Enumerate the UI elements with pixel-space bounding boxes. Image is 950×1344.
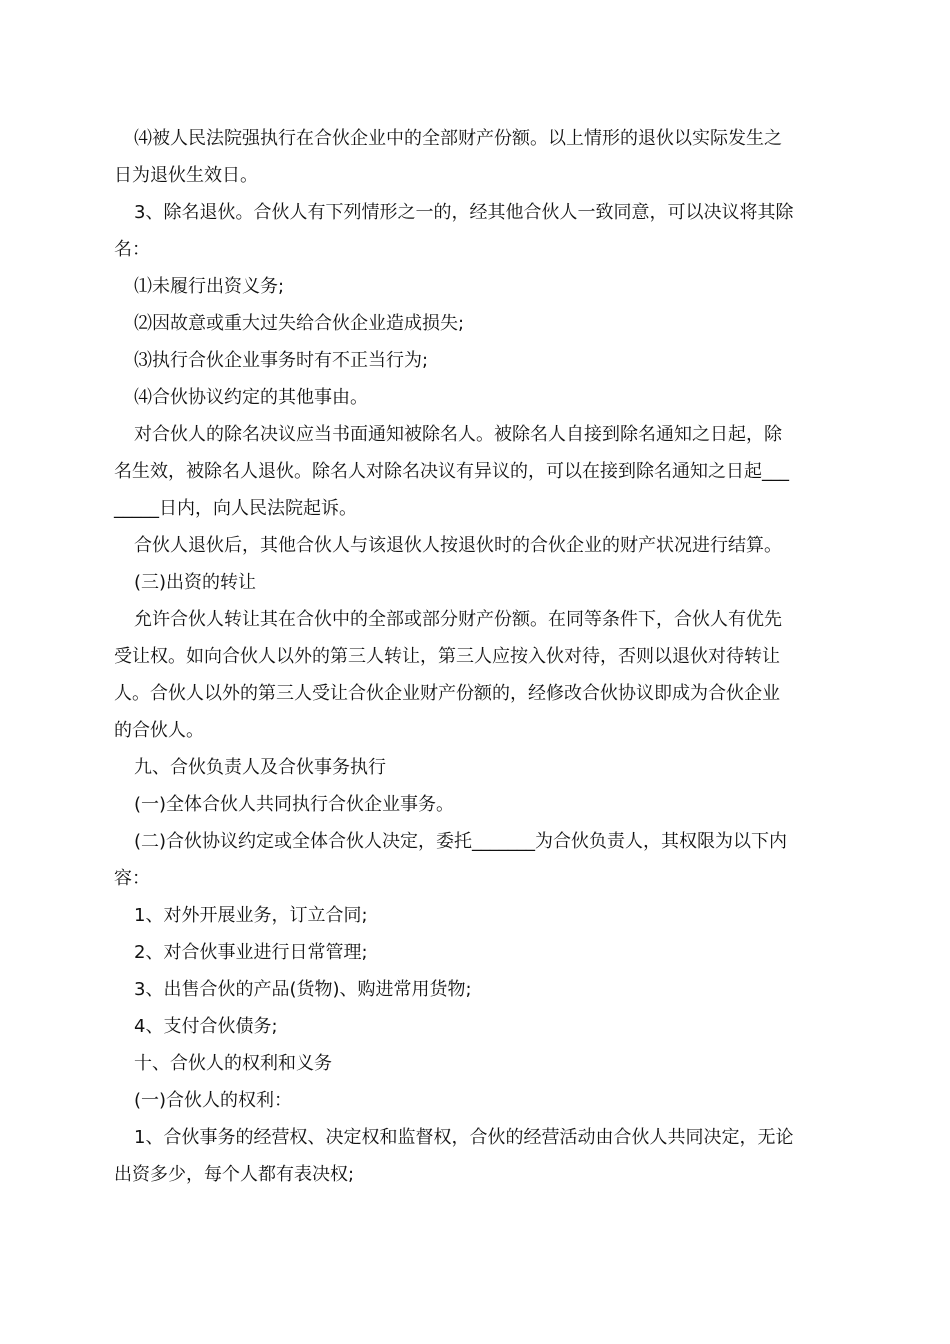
paragraph-line: 3、除名退伙。合伙人有下列情形之一的，经其他合伙人一致同意，可以决议将其除 <box>134 202 794 223</box>
list-item: 4、支付合伙债务; <box>134 1016 278 1037</box>
paragraph-line: 人。合伙人以外的第三人受让合伙企业财产份额的，经修改合伙协议即成为合伙企业 <box>114 683 780 704</box>
paragraph-line: ⑷被人民法院强执行在合伙企业中的全部财产份额。以上情形的退伙以实际发生之 <box>134 128 782 149</box>
list-item: 2、对合伙事业进行日常管理; <box>134 942 368 963</box>
list-item: 1、对外开展业务，订立合同; <box>134 905 368 926</box>
paragraph-line: 日为退伙生效日。 <box>114 165 258 186</box>
list-item: 3、出售合伙的产品(货物)、购进常用货物; <box>134 979 472 1000</box>
section-heading: 九、合伙负责人及合伙事务执行 <box>134 757 386 778</box>
list-item: ⑵因故意或重大过失给合伙企业造成损失; <box>134 313 465 334</box>
paragraph-line: 合伙人退伙后，其他合伙人与该退伙人按退伙时的合伙企业的财产状况进行结算。 <box>134 535 782 556</box>
paragraph-line: 受让权。如向合伙人以外的第三人转让，第三人应按入伙对待，否则以退伙对待转让 <box>114 646 780 667</box>
list-item: (二)合伙协议约定或全体合伙人决定，委托_______为合伙负责人，其权限为以下内 <box>134 831 788 852</box>
list-item: ⑷合伙协议约定的其他事由。 <box>134 387 368 408</box>
section-heading: (三)出资的转让 <box>134 572 257 593</box>
list-item: ⑶执行合伙企业事务时有不正当行为; <box>134 350 429 371</box>
paragraph-line: 对合伙人的除名决议应当书面通知被除名人。被除名人自接到除名通知之日起，除 <box>134 424 782 445</box>
paragraph-line: 出资多少，每个人都有表决权; <box>114 1164 355 1185</box>
list-item: (一)合伙人的权利： <box>134 1090 293 1111</box>
paragraph-line: 允许合伙人转让其在合伙中的全部或部分财产份额。在同等条件下，合伙人有优先 <box>134 609 782 630</box>
section-heading: 十、合伙人的权利和义务 <box>134 1053 332 1074</box>
paragraph-line: _____日内，向人民法院起诉。 <box>114 498 357 519</box>
list-item: (一)全体合伙人共同执行合伙企业事务。 <box>134 794 455 815</box>
paragraph-line: 名生效，被除名人退伙。除名人对除名决议有异议的，可以在接到除名通知之日起___ <box>114 461 789 482</box>
list-item: 1、合伙事务的经营权、决定权和监督权，合伙的经营活动由合伙人共同决定，无论 <box>134 1127 794 1148</box>
paragraph-line: 的合伙人。 <box>114 720 204 741</box>
paragraph-line: 名： <box>114 239 150 260</box>
document-body <box>114 120 836 1193</box>
list-item: ⑴未履行出资义务; <box>134 276 285 297</box>
paragraph-line: 容： <box>114 868 150 889</box>
